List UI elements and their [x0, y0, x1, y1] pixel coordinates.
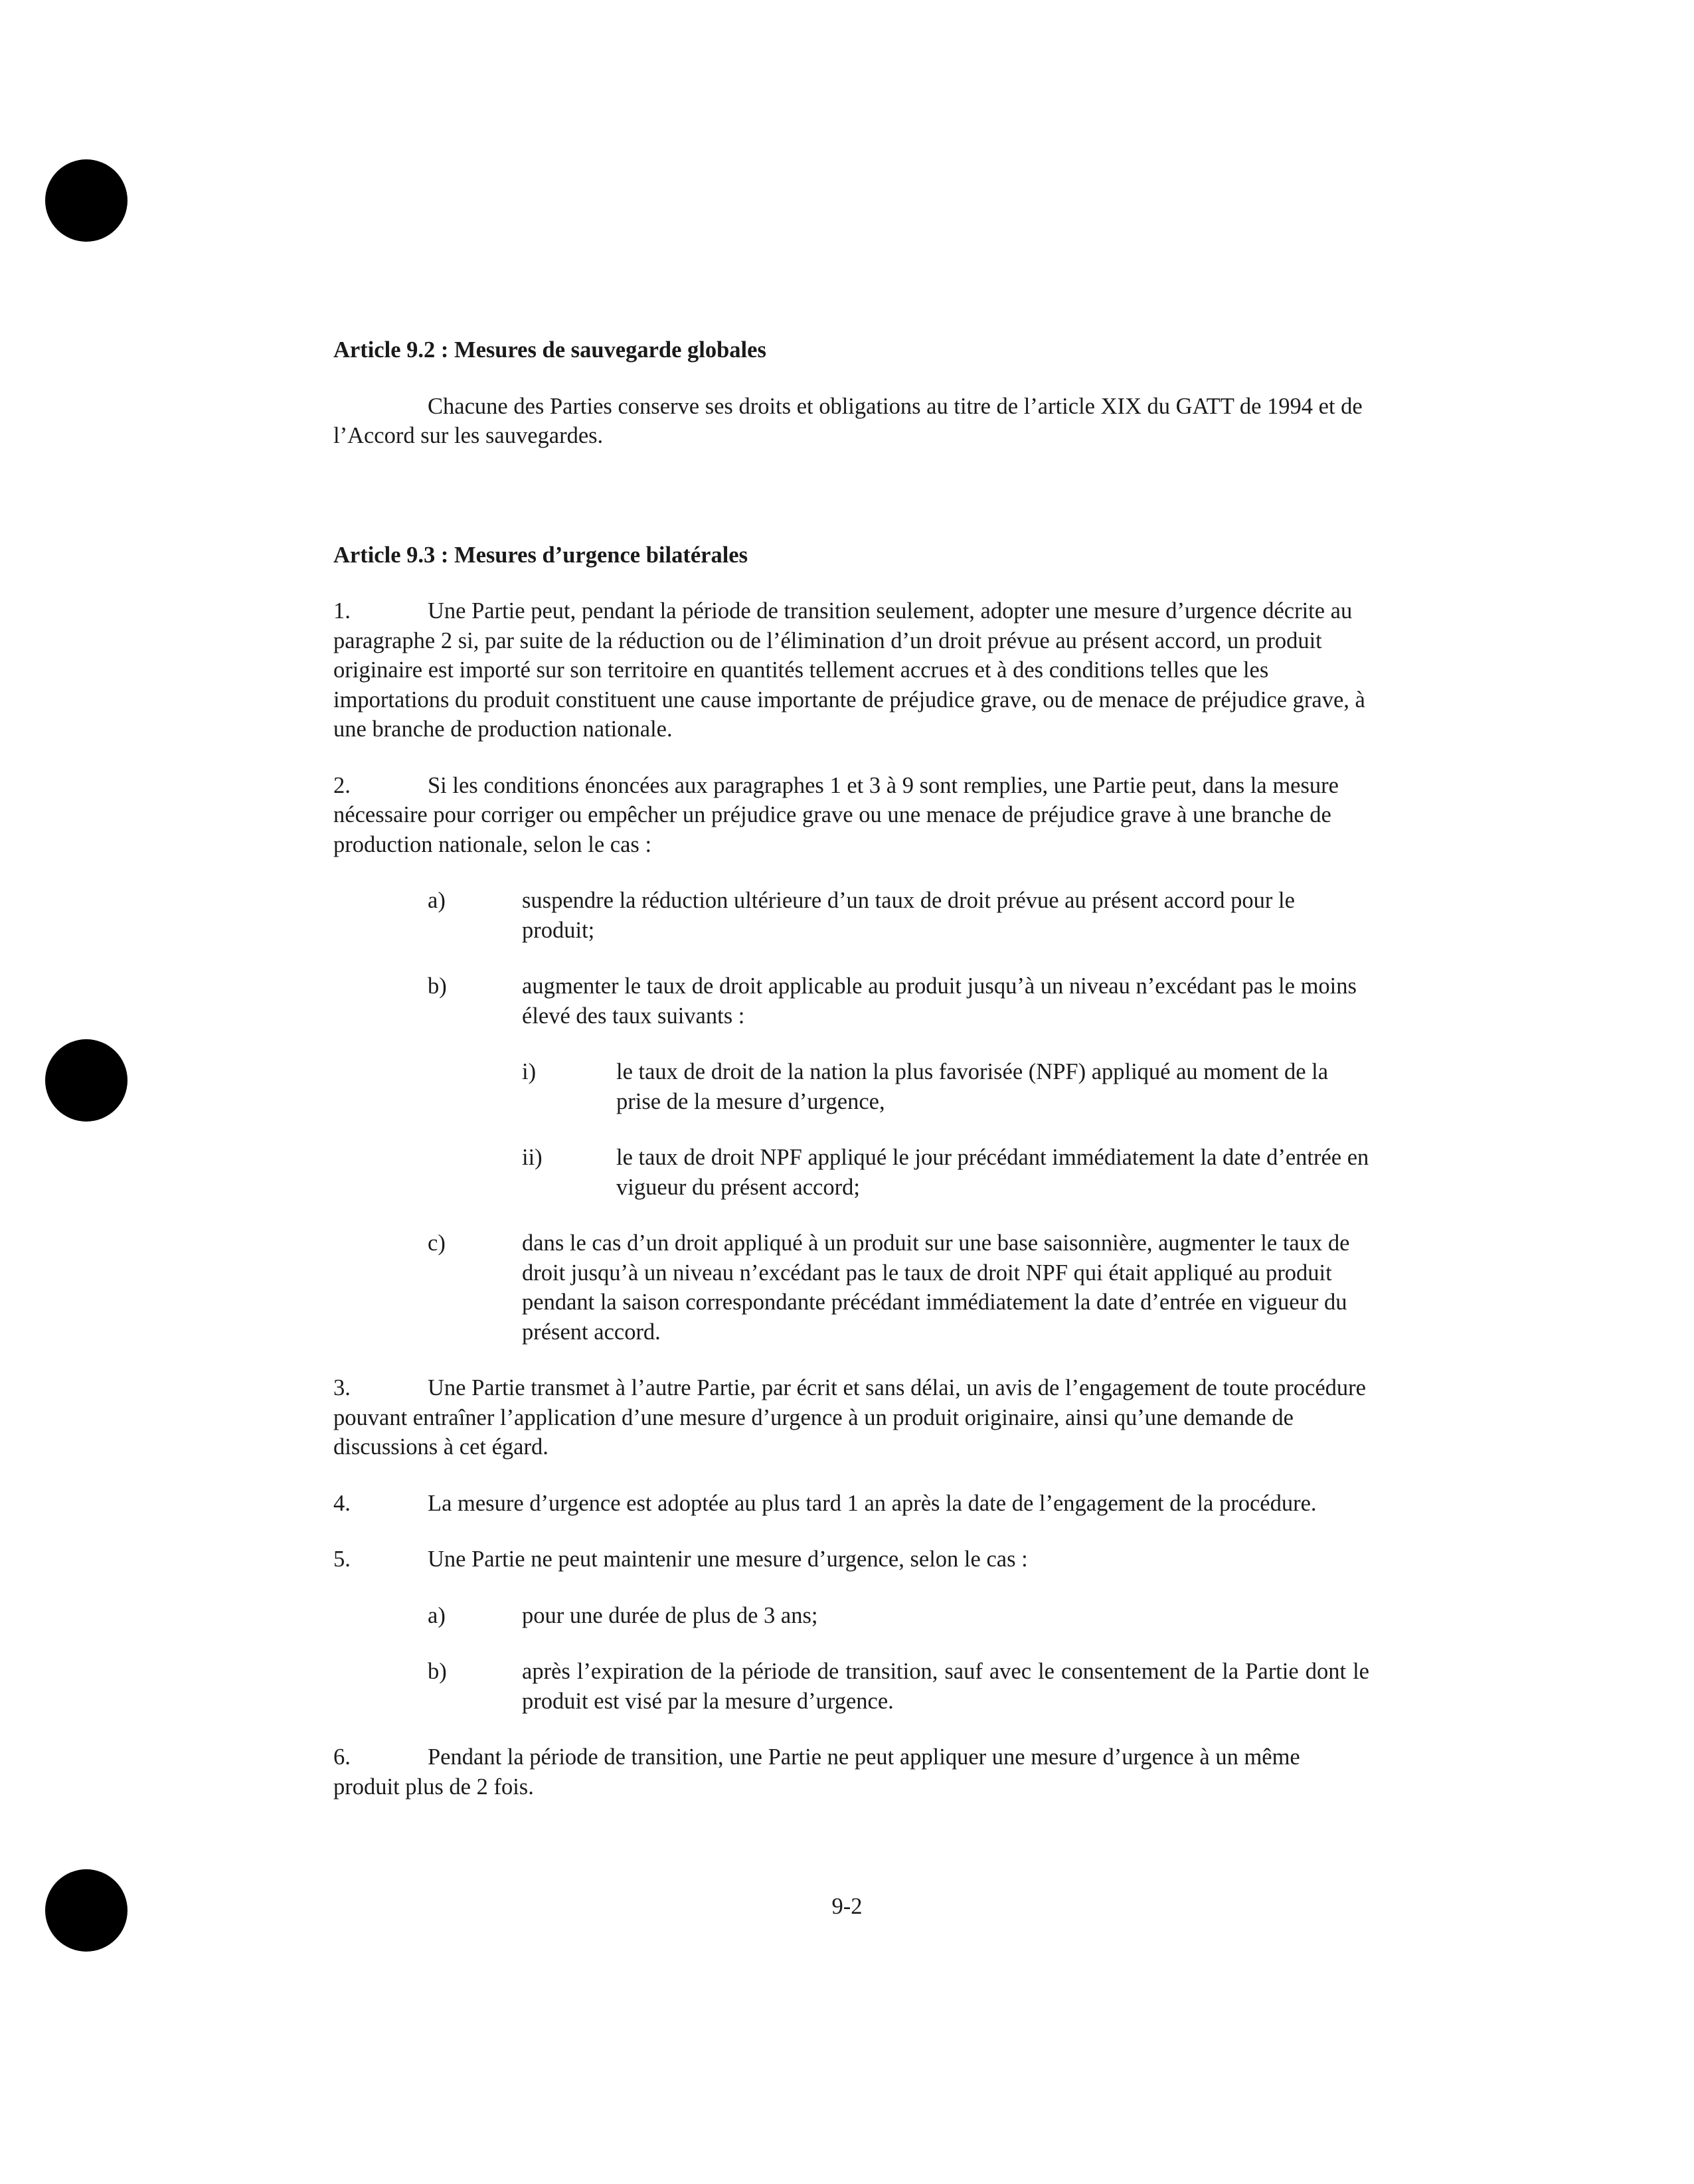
- paragraph-1: [333, 596, 1369, 744]
- paragraph-3: [333, 1373, 1369, 1462]
- paragraph-2-item-b-text: augmenter le taux de droit applicable au produit jusqu’à un niveau n’excédant pas le moins élevé des taux suivants :: [522, 973, 1357, 1029]
- paragraph-4-text: La mesure d’urgence est adoptée au plus tard 1 an après la date de l’engagement de la procédure.: [428, 1490, 1317, 1516]
- paragraph-4-number: 4.: [333, 1490, 351, 1516]
- paragraph-2-item-b-i: [333, 1057, 1369, 1116]
- paragraph-5-item-a: [333, 1601, 1369, 1631]
- paragraph-5-text: Une Partie ne peut maintenir une mesure d’urgence, selon le cas :: [428, 1547, 1028, 1572]
- paragraph-1-text: Une Partie peut, pendant la période de transition seulement, adopter une mesure d’urgence décrite au paragraphe 2 si, par suite de la réduction ou de l’élimination d’un droit prévue au présent accord, un produit originaire est importé sur son territoire en quantités tellement accrues et à des conditions telles que les importations du produit constituent une cause importante de préjudice grave, ou de menace de préjudice grave, à une branche de production nationale.: [333, 598, 1365, 742]
- paragraph-2-item-b-ii: [333, 1143, 1369, 1202]
- paragraph-2-item-b: [333, 971, 1369, 1031]
- paragraph-2-item-b-label: b): [428, 973, 447, 999]
- article-9-3-heading: Article 9.3 : Mesures d’urgence bilatérales: [333, 542, 748, 568]
- paragraph-4: [333, 1489, 1369, 1519]
- paragraph-5-item-a-text: pour une durée de plus de 3 ans;: [522, 1602, 818, 1628]
- paragraph-6-text: Pendant la période de transition, une Partie ne peut appliquer une mesure d’urgence à un même produit plus de 2 fois.: [333, 1744, 1300, 1800]
- paragraph-5-item-b: [333, 1657, 1369, 1716]
- document-page: [333, 335, 1369, 1802]
- paragraph-5-item-a-label: a): [428, 1602, 446, 1628]
- paragraph-2-item-a-label: a): [428, 888, 446, 913]
- article-9-2-text: Chacune des Parties conserve ses droits et obligations au titre de l’article XIX du GATT de 1994 et de l’Accord sur les sauvegardes.: [333, 393, 1363, 448]
- paragraph-2-text: Si les conditions énoncées aux paragraphes 1 et 3 à 9 sont remplies, une Partie peut, dans la mesure nécessaire pour corriger ou empêcher un préjudice grave ou une menace de préjudice grave à une branche de production nationale, selon le cas :: [333, 772, 1339, 857]
- paragraph-2-number: 2.: [333, 772, 351, 798]
- paragraph-5-item-b-label: b): [428, 1659, 447, 1684]
- paragraph-5-item-b-text: après l’expiration de la période de transition, sauf avec le consentement de la Partie dont le produit est visé par la mesure d’urgence.: [522, 1659, 1369, 1714]
- paragraph-2-item-b-i-label: i): [522, 1059, 537, 1084]
- paragraph-2-item-b-ii-text: le taux de droit NPF appliqué le jour précédant immédiatement la date d’entrée en vigueur du présent accord;: [616, 1145, 1369, 1200]
- paragraph-6-number: 6.: [333, 1744, 351, 1770]
- article-9-2-heading: Article 9.2 : Mesures de sauvegarde globales: [333, 337, 766, 363]
- paragraph-2-item-b-ii-label: ii): [522, 1145, 543, 1170]
- paragraph-6: [333, 1742, 1369, 1802]
- binder-punch-hole-top: [45, 159, 127, 242]
- paragraph-2-item-a-text: suspendre la réduction ultérieure d’un taux de droit prévue au présent accord pour le produit;: [522, 888, 1295, 943]
- paragraph-2-item-a: [333, 886, 1369, 945]
- paragraph-2-item-c-label: c): [428, 1230, 446, 1256]
- paragraph-3-number: 3.: [333, 1375, 351, 1400]
- page-number: 9-2: [831, 1894, 863, 1919]
- paragraph-5-number: 5.: [333, 1547, 351, 1572]
- paragraph-2-item-c-text: dans le cas d’un droit appliqué à un produit sur une base saisonnière, augmenter le taux de droit jusqu’à un niveau n’excédant pas le taux de droit NPF qui était appliqué au produit pendant la saison correspondante précédant immédiatement la date d’entrée en vigueur du présent accord.: [522, 1230, 1350, 1345]
- paragraph-5: [333, 1545, 1369, 1574]
- paragraph-2-item-b-i-text: le taux de droit de la nation la plus favorisée (NPF) appliqué au moment de la prise de la mesure d’urgence,: [616, 1059, 1329, 1114]
- paragraph-2: [333, 771, 1369, 860]
- binder-punch-hole-middle: [45, 1039, 127, 1122]
- paragraph-1-number: 1.: [333, 598, 351, 624]
- paragraph-2-item-c: [333, 1228, 1369, 1347]
- paragraph-3-text: Une Partie transmet à l’autre Partie, par écrit et sans délai, un avis de l’engagement de toute procédure pouvant entraîner l’application d’une mesure d’urgence à un produit originaire, ainsi qu’une demande de discussions à cet égard.: [333, 1375, 1366, 1460]
